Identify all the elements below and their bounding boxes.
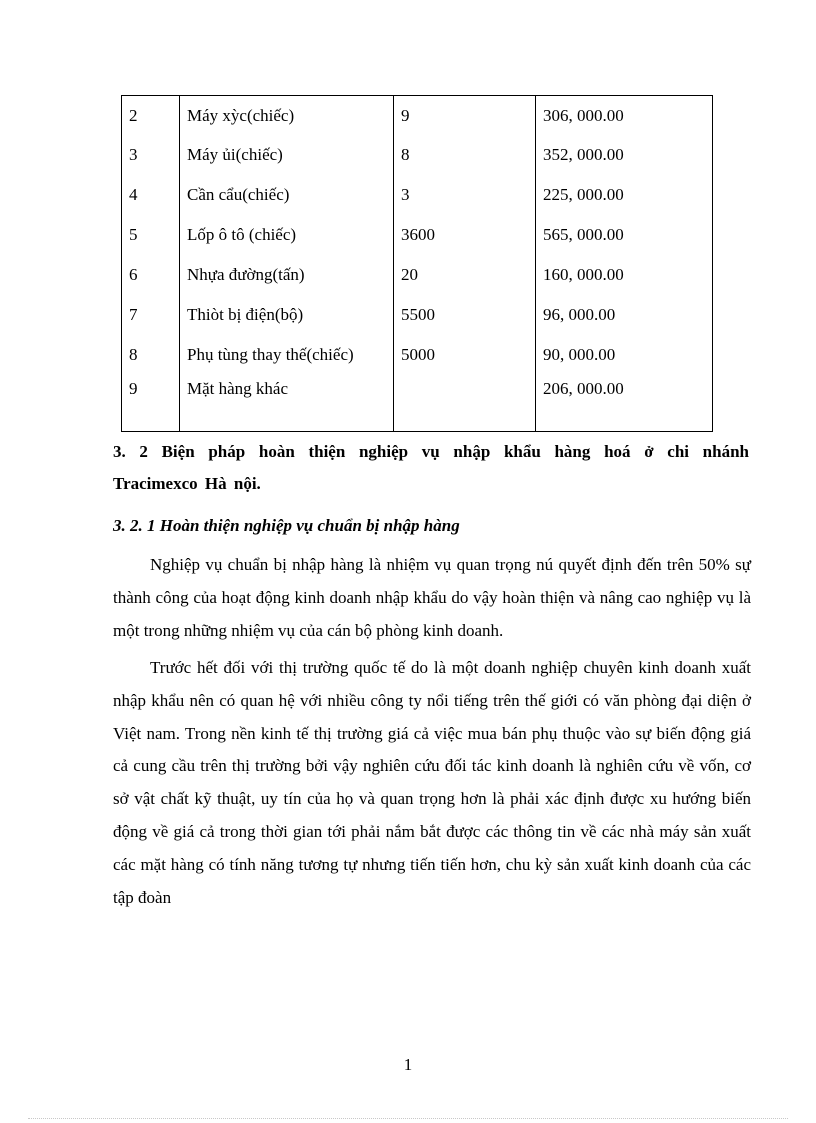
table-row — [122, 215, 713, 255]
item-name: Cần cẩu(chiếc) — [180, 175, 394, 215]
import-goods-table — [121, 95, 713, 432]
item-value: 160, 000.00 — [536, 255, 713, 295]
item-value: 90, 000.00 — [536, 335, 713, 375]
item-name: Phụ tùng thay thế(chiếc) — [180, 335, 394, 375]
row-number: 3 — [122, 135, 180, 175]
item-name: Lốp ô tô (chiếc) — [180, 215, 394, 255]
item-value: 96, 000.00 — [536, 295, 713, 335]
item-value: 206, 000.00 — [536, 375, 713, 432]
item-quantity — [394, 375, 536, 432]
item-quantity: 20 — [394, 255, 536, 295]
row-number: 6 — [122, 255, 180, 295]
item-name: Máy xỳc(chiếc) — [180, 96, 394, 136]
item-quantity: 5000 — [394, 335, 536, 375]
subsection-heading: 3. 2. 1 Hoàn thiện nghiệp vụ chuẩn bị nhập hàng — [113, 516, 460, 535]
item-name: Mặt hàng khác — [180, 375, 394, 432]
table-row — [122, 96, 713, 136]
table-row — [122, 295, 713, 335]
item-quantity: 3600 — [394, 215, 536, 255]
item-quantity: 9 — [394, 96, 536, 136]
row-number: 5 — [122, 215, 180, 255]
table-body — [122, 96, 713, 432]
row-number: 2 — [122, 96, 180, 136]
row-number: 8 — [122, 335, 180, 375]
table-row — [122, 255, 713, 295]
table-row — [122, 375, 713, 432]
paragraph-preparation: Nghiệp vụ chuẩn bị nhập hàng là nhiệm vụ quan trọng nú quyết định đến trên 50% sự thành công của hoạt động kinh doanh nhập khẩu do vậy hoàn thiện và nâng cao nghiệp vụ là một trong những nhiệm vụ của cán bộ phòng kinh doanh. — [113, 555, 751, 640]
paragraph-market: Trước hết đối với thị trường quốc tế do là một doanh nghiệp chuyên kinh doanh xuất nhập khẩu nên có quan hệ với nhiều công ty nổi tiếng trên thế giới có văn phòng đại diện ở Việt nam. Trong nền kinh tế thị trường giá cả việc mua bán phụ thuộc vào sự biến động giá cả cung cầu trên thị trường bởi vậy nghiên cứu đối tác kinh doanh là nghiên cứu về vốn, cơ sở vật chất kỹ thuật, uy tín của họ và quan trọng hơn là phải xác định được xu hướng biến động về giá cả trong thời gian tới phải nắm bắt được các thông tin về các nhà máy sản xuất các mặt hàng có tính năng tương tự nhưng tiến tiến hơn, chu kỳ sản xuất kinh doanh của các tập đoàn — [113, 658, 751, 907]
page-number: 1 — [403, 1055, 413, 1074]
item-name: Máy ủi(chiếc) — [180, 135, 394, 175]
item-quantity: 3 — [394, 175, 536, 215]
row-number: 4 — [122, 175, 180, 215]
item-value: 565, 000.00 — [536, 215, 713, 255]
row-number: 7 — [122, 295, 180, 335]
page-bottom-divider — [28, 1118, 788, 1119]
table-row — [122, 135, 713, 175]
item-value: 225, 000.00 — [536, 175, 713, 215]
table-row — [122, 175, 713, 215]
item-quantity: 8 — [394, 135, 536, 175]
row-number: 9 — [122, 375, 180, 432]
item-quantity: 5500 — [394, 295, 536, 335]
item-value: 352, 000.00 — [536, 135, 713, 175]
section-heading: 3. 2 Biện pháp hoàn thiện nghiệp vụ nhập khẩu hàng hoá ở chi nhánh Tracimexco Hà nội. — [113, 442, 749, 493]
item-name: Nhựa đường(tấn) — [180, 255, 394, 295]
table-row — [122, 335, 713, 375]
item-value: 306, 000.00 — [536, 96, 713, 136]
item-name: Thiòt bị điện(bộ) — [180, 295, 394, 335]
